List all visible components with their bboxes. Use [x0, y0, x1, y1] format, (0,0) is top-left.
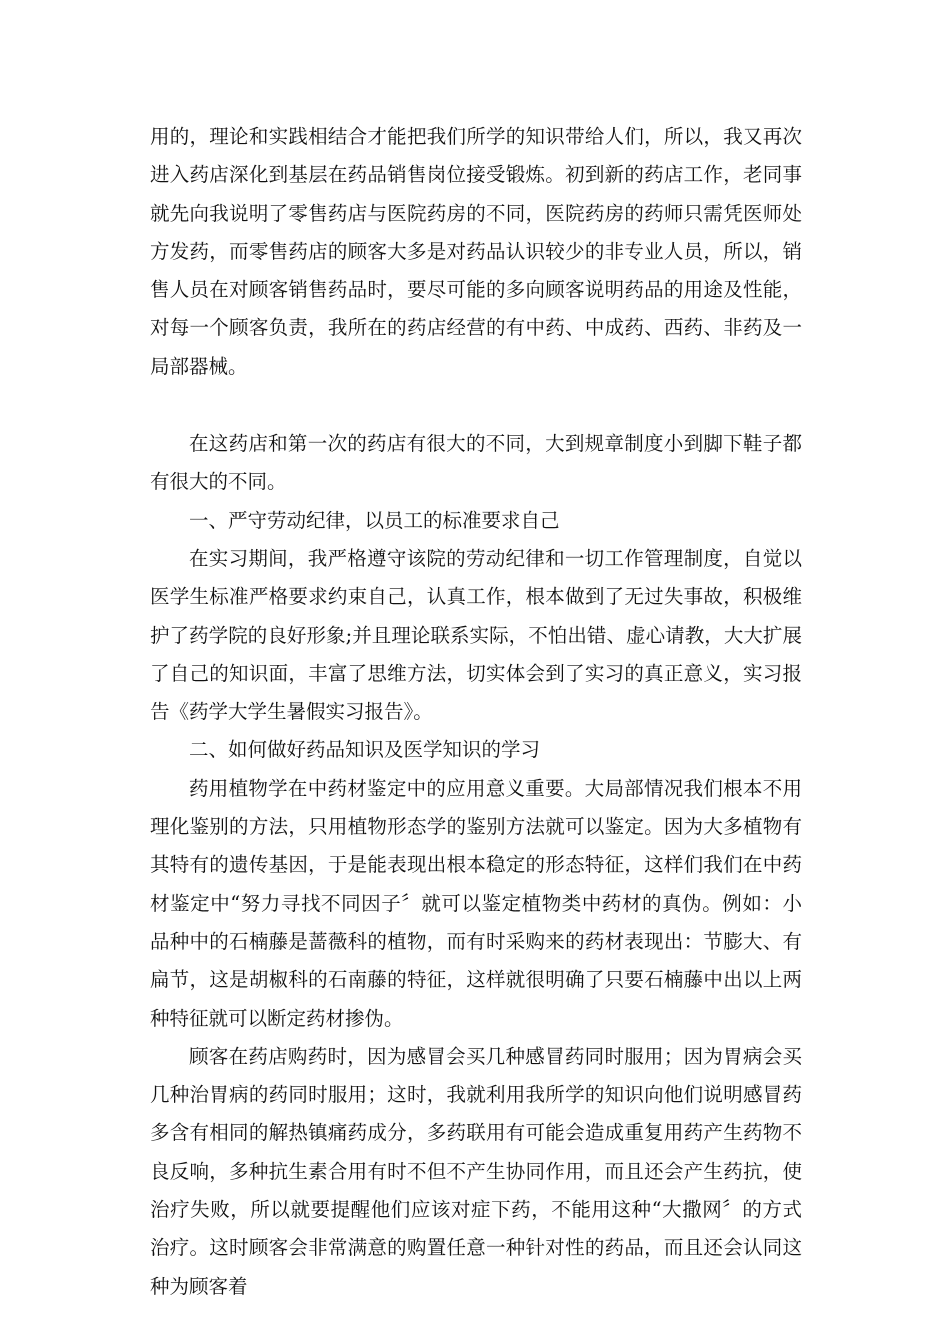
paragraph-continuation: 用的，理论和实践相结合才能把我们所学的知识带给人们，所以，我又再次进入药店深化到基层在药品销售岗位接受锻炼。初到新的药店工作，老同事就先向我说明了零售药店与医院药房的不同，医院药房的药师只需凭医师处方发药，而零售药店的顾客大多是对药品认识较少的非专业人员，所以，销售人员在对顾客销售药品时，要尽可能的多向顾客说明药品的用途及性能，对每一个顾客负责，我所在的药店经营的有中药、中成药、西药、非药及一局部器械。 — [150, 125, 802, 378]
paragraph-discipline: 在实习期间，我严格遵守该院的劳动纪律和一切工作管理制度，自觉以医学生标准严格要求约束自己，认真工作，根本做到了无过失事故，积极维护了药学院的良好形象;并且理论联系实际，不怕出错、虚心请教，大大扩展了自己的知识面，丰富了思维方法，切实体会到了实习的真正意义，实习报告《药学大学生暑假实习报告》。 — [150, 546, 802, 724]
paragraph-intro: 在这药店和第一次的药店有很大的不同，大到规章制度小到脚下鞋子都有很大的不同。 — [150, 432, 802, 494]
section-heading-1: 一、严守劳动纪律，以员工的标准要求自己 — [189, 508, 560, 532]
document-body — [150, 118, 802, 1306]
paragraph-gap — [150, 386, 802, 425]
section-heading-2: 二、如何做好药品知识及医学知识的学习 — [189, 738, 541, 762]
paragraph-botany: 药用植物学在中药材鉴定中的应用意义重要。大局部情况我们根本不用理化鉴别的方法，只用植物形态学的鉴别方法就可以鉴定。因为大多植物有其特有的遗传基因，于是能表现出根本稳定的形态特征，这样们我们在中药材鉴定中“努力寻找不同因子〞就可以鉴定植物类中药材的真伪。例如：小品种中的石楠藤是蔷薇科的植物，而有时采购来的药材表现出：节膨大、有扁节，这是胡椒科的石南藤的特征，这样就很明确了只要石楠藤中出以上两种特征就可以断定药材掺伪。 — [150, 776, 802, 1030]
paragraph-customers: 顾客在药店购药时，因为感冒会买几种感冒药同时服用；因为胃病会买几种治胃病的药同时服用；这时，我就利用我所学的知识向他们说明感冒药多含有相同的解热镇痛药成分，多药联用有可能会造成重复用药产生药物不良反响，多种抗生素合用有时不但不产生协同作用，而且还会产生药抗，使治疗失败，所以就要提醒他们应该对症下药，不能用这种“大撒网〞的方式治疗。这时顾客会非常满意的购置任意一种针对性的药品，而且还会认同这种为顾客着 — [150, 1044, 802, 1298]
